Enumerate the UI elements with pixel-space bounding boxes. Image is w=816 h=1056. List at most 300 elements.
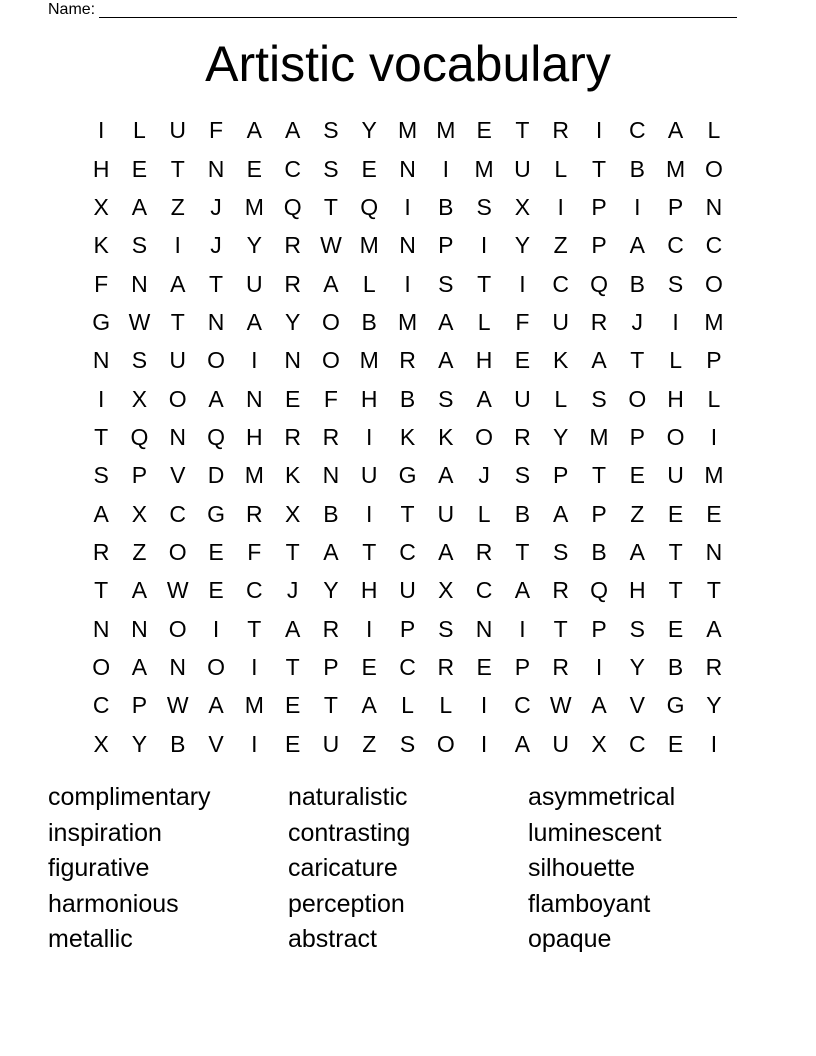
grid-letter: I (672, 308, 679, 335)
grid-letter: H (246, 423, 263, 450)
grid-letter: K (399, 423, 416, 450)
grid-letter: L (439, 692, 453, 719)
grid-letter: U (322, 730, 340, 757)
grid-letter: C (628, 117, 646, 144)
grid-letter: U (360, 462, 378, 489)
grid-letter: R (475, 538, 493, 565)
grid-letter: L (554, 155, 568, 182)
grid-letter: M (359, 347, 379, 374)
grid-letter: P (131, 462, 148, 489)
grid-letter: M (704, 462, 724, 489)
grid-letter: M (397, 117, 418, 144)
grid-letter: Y (284, 308, 301, 335)
grid-letter: B (399, 385, 416, 412)
grid-letter: F (247, 538, 262, 565)
grid-letter: H (92, 155, 110, 182)
grid-letter: T (515, 117, 530, 144)
grid-letter: N (705, 538, 723, 565)
grid-letter: N (322, 462, 340, 489)
grid-letter: R (284, 423, 301, 450)
grid-letter: H (628, 577, 646, 604)
grid-letter: H (360, 577, 378, 604)
grid-letter: J (631, 308, 644, 335)
grid-letter: E (514, 347, 531, 374)
grid-row (82, 226, 733, 264)
grid-letter: I (480, 730, 488, 757)
grid-letter: I (174, 232, 181, 259)
word-list-column (288, 780, 528, 958)
grid-letter: X (284, 500, 301, 527)
grid-letter: N (399, 155, 416, 182)
grid-letter: X (438, 577, 454, 604)
grid-row (82, 418, 733, 456)
grid-letter: L (669, 347, 682, 374)
grid-letter: A (476, 385, 492, 412)
grid-letter: R (552, 653, 570, 680)
grid-letter: W (128, 308, 151, 335)
grid-letter: Q (590, 270, 608, 297)
grid-letter: Q (207, 423, 225, 450)
grid-letter: E (246, 155, 262, 182)
grid-letter: Q (360, 193, 379, 220)
grid-letter: M (244, 692, 264, 719)
grid-letter: F (323, 385, 338, 412)
grid-letter: E (361, 653, 377, 680)
grid-letter: R (92, 538, 110, 565)
grid-row (82, 494, 733, 532)
grid-letter: C (399, 538, 416, 565)
word-list-column (528, 780, 768, 958)
word-list-item: opaque (528, 925, 612, 954)
grid-letter: I (519, 615, 526, 642)
grid-letter: P (323, 653, 339, 680)
grid-letter: Y (553, 423, 569, 450)
grid-letter: X (514, 193, 531, 220)
grid-letter: I (595, 117, 603, 144)
grid-letter: R (284, 270, 301, 297)
grid-letter: T (170, 308, 185, 335)
grid-letter: T (285, 538, 300, 565)
word-list-item: naturalistic (288, 783, 408, 811)
grid-letter: E (476, 653, 492, 680)
grid-letter: X (131, 385, 148, 412)
grid-letter: T (285, 653, 300, 680)
grid-letter: T (630, 347, 645, 374)
grid-letter: S (93, 462, 109, 489)
grid-letter: R (552, 577, 570, 604)
grid-letter: M (359, 232, 379, 259)
grid-letter: A (131, 193, 148, 220)
grid-letter: P (438, 232, 454, 259)
grid-letter: Z (630, 500, 645, 527)
grid-letter: Y (629, 653, 645, 680)
grid-letter: E (208, 577, 224, 604)
grid-letter: Z (170, 193, 185, 220)
grid-letter: S (591, 385, 607, 412)
grid-letter: E (131, 155, 148, 182)
grid-letter: J (286, 577, 299, 604)
word-list-item: contrasting (288, 818, 411, 847)
grid-letter: C (92, 692, 110, 719)
grid-letter: E (706, 500, 722, 527)
grid-letter: R (514, 423, 531, 450)
grid-letter: M (244, 193, 264, 220)
grid-letter: I (212, 615, 220, 642)
grid-letter: O (168, 615, 187, 642)
grid-letter: S (476, 193, 492, 220)
grid-letter: L (477, 500, 491, 527)
grid-row (82, 609, 733, 647)
grid-letter: I (366, 423, 373, 450)
grid-letter: S (553, 538, 569, 565)
grid-letter: S (323, 155, 339, 182)
word-list-item: asymmetrical (528, 783, 676, 811)
grid-row (82, 149, 733, 187)
grid-letter: B (170, 730, 186, 757)
grid-letter: S (131, 232, 148, 259)
word-list-item: harmonious (48, 889, 179, 918)
grid-letter: E (667, 615, 684, 642)
grid-letter: I (634, 193, 641, 220)
grid-letter: N (169, 653, 187, 680)
grid-letter: X (93, 730, 109, 757)
grid-letter: W (166, 692, 189, 719)
grid-letter: W (549, 692, 572, 719)
grid-letter: Q (130, 423, 149, 450)
grid-letter: Y (706, 692, 722, 719)
grid-letter: S (323, 117, 339, 144)
word-search-grid (82, 111, 733, 763)
grid-letter: B (629, 270, 645, 297)
grid-letter: O (704, 270, 723, 297)
grid-letter: E (629, 462, 645, 489)
grid-letter: T (247, 615, 262, 642)
grid-letter: T (515, 538, 530, 565)
grid-letter: N (169, 423, 187, 450)
grid-letter: G (207, 500, 225, 527)
grid-letter: J (210, 193, 222, 220)
grid-letter: I (519, 270, 526, 297)
grid-letter: E (208, 538, 224, 565)
grid-letter: T (209, 270, 224, 297)
grid-letter: R (437, 653, 455, 680)
word-list-column (48, 780, 288, 958)
grid-letter: U (552, 308, 570, 335)
grid-letter: G (398, 462, 417, 489)
grid-letter: V (629, 692, 645, 719)
grid-letter: N (207, 155, 225, 182)
word-list-item: perception (288, 889, 405, 918)
grid-letter: O (168, 538, 187, 565)
grid-letter: X (93, 193, 109, 220)
grid-letter: X (131, 500, 148, 527)
grid-letter: E (284, 692, 301, 719)
grid-letter: T (400, 500, 415, 527)
grid-row (82, 188, 733, 226)
grid-letter: L (133, 117, 146, 144)
grid-letter: A (706, 615, 722, 642)
grid-letter: E (361, 155, 377, 182)
grid-letter: B (629, 155, 645, 182)
grid-letter: N (92, 347, 110, 374)
grid-letter: I (251, 347, 258, 374)
grid-letter: N (131, 615, 148, 642)
grid-row (82, 571, 733, 609)
grid-letter: T (94, 577, 109, 604)
grid-letter: T (668, 577, 683, 604)
grid-letter: I (366, 615, 373, 642)
grid-letter: P (591, 232, 607, 259)
grid-letter: A (246, 308, 262, 335)
grid-letter: S (514, 462, 531, 489)
grid-letter: S (438, 385, 454, 412)
grid-letter: A (246, 117, 262, 144)
grid-letter: U (437, 500, 455, 527)
grid-letter: C (705, 232, 723, 259)
grid-letter: R (705, 653, 723, 680)
grid-letter: T (323, 193, 338, 220)
grid-letter: A (284, 117, 301, 144)
grid-row (82, 686, 733, 724)
grid-letter: U (169, 117, 187, 144)
grid-letter: I (442, 155, 450, 182)
grid-letter: T (553, 615, 568, 642)
grid-letter: A (323, 538, 339, 565)
grid-letter: P (591, 500, 607, 527)
grid-letter: K (93, 232, 109, 259)
grid-letter: O (321, 308, 340, 335)
grid-letter: A (514, 577, 531, 604)
grid-letter: O (207, 653, 225, 680)
grid-letter: P (399, 615, 416, 642)
grid-letter: I (480, 232, 488, 259)
grid-letter: O (207, 347, 225, 374)
grid-letter: N (399, 232, 416, 259)
grid-letter: U (514, 155, 531, 182)
grid-letter: M (436, 117, 456, 144)
grid-letter: T (477, 270, 492, 297)
grid-letter: K (553, 347, 569, 374)
grid-letter: A (208, 692, 224, 719)
word-list-item: figurative (48, 854, 150, 883)
grid-letter: I (557, 193, 564, 220)
grid-letter: S (399, 730, 416, 757)
name-blank-line (99, 3, 737, 18)
grid-letter: P (706, 347, 722, 374)
grid-letter: Y (246, 232, 262, 259)
grid-letter: B (438, 193, 454, 220)
grid-letter: I (97, 385, 105, 412)
grid-letter: J (210, 232, 222, 259)
grid-letter: O (436, 730, 455, 757)
grid-letter: A (667, 117, 684, 144)
grid-row (82, 648, 733, 686)
word-list-item: metallic (48, 925, 133, 954)
grid-letter: I (97, 117, 105, 144)
grid-letter: L (401, 692, 414, 719)
grid-letter: F (515, 308, 530, 335)
grid-letter: I (404, 270, 411, 297)
grid-letter: U (552, 730, 570, 757)
grid-row (82, 379, 733, 417)
grid-letter: A (553, 500, 569, 527)
grid-letter: T (94, 423, 109, 450)
grid-letter: F (94, 270, 109, 297)
grid-letter: A (591, 347, 607, 374)
grid-letter: E (284, 730, 301, 757)
word-list-item: complimentary (48, 783, 211, 811)
grid-letter: K (438, 423, 454, 450)
grid-letter: P (667, 193, 684, 220)
grid-letter: R (322, 615, 340, 642)
grid-letter: B (667, 653, 684, 680)
grid-letter: S (629, 615, 645, 642)
grid-letter: U (399, 577, 416, 604)
grid-letter: L (554, 385, 568, 412)
grid-letter: G (92, 308, 111, 335)
grid-letter: A (284, 615, 301, 642)
grid-letter: T (591, 462, 607, 489)
grid-letter: B (323, 500, 339, 527)
grid-letter: C (514, 692, 531, 719)
grid-letter: A (438, 308, 454, 335)
grid-letter: T (668, 538, 683, 565)
grid-letter: N (246, 385, 263, 412)
grid-letter: O (168, 385, 187, 412)
grid-letter: P (591, 615, 607, 642)
grid-letter: O (628, 385, 647, 412)
grid-letter: M (397, 308, 418, 335)
grid-letter: M (244, 462, 264, 489)
grid-letter: C (628, 730, 646, 757)
grid-letter: A (438, 347, 454, 374)
grid-letter: S (131, 347, 148, 374)
grid-letter: W (320, 232, 342, 259)
grid-letter: Z (132, 538, 147, 565)
grid-letter: R (284, 232, 301, 259)
grid-row (82, 111, 733, 149)
grid-letter: E (667, 500, 684, 527)
grid-letter: A (323, 270, 339, 297)
word-list-item: abstract (288, 925, 377, 954)
grid-letter: I (595, 653, 603, 680)
grid-letter: M (589, 423, 609, 450)
grid-letter: N (207, 308, 225, 335)
grid-letter: U (514, 385, 531, 412)
grid-letter: E (284, 385, 301, 412)
grid-letter: Z (553, 232, 568, 259)
grid-letter: M (474, 155, 494, 182)
grid-letter: A (131, 577, 148, 604)
word-list (48, 780, 768, 958)
grid-letter: R (246, 500, 263, 527)
grid-letter: U (169, 347, 187, 374)
word-list-item: luminescent (528, 818, 662, 847)
grid-letter: C (667, 232, 684, 259)
page-title: Artistic vocabulary (205, 36, 611, 92)
grid-row (82, 533, 733, 571)
grid-letter: B (514, 500, 531, 527)
grid-letter: N (131, 270, 148, 297)
grid-letter: Y (131, 730, 148, 757)
word-list-item: inspiration (48, 818, 162, 847)
grid-letter: Y (323, 577, 339, 604)
grid-letter: A (170, 270, 186, 297)
grid-letter: N (475, 615, 493, 642)
grid-letter: L (362, 270, 376, 297)
grid-letter: R (552, 117, 570, 144)
grid-letter: A (131, 653, 148, 680)
grid-letter: A (438, 538, 454, 565)
grid-letter: Q (590, 577, 608, 604)
grid-letter: S (438, 270, 454, 297)
grid-letter: I (404, 193, 411, 220)
grid-letter: A (93, 500, 109, 527)
grid-letter: C (169, 500, 187, 527)
grid-letter: C (399, 653, 416, 680)
grid-letter: P (131, 692, 148, 719)
grid-letter: I (710, 423, 718, 450)
name-label: Name: (48, 1, 96, 18)
grid-letter: O (92, 653, 111, 680)
grid-letter: A (438, 462, 454, 489)
grid-letter: I (251, 730, 258, 757)
grid-letter: C (246, 577, 263, 604)
grid-letter: X (591, 730, 607, 757)
grid-row (82, 456, 733, 494)
grid-letter: O (475, 423, 494, 450)
grid-letter: A (208, 385, 224, 412)
grid-letter: M (666, 155, 686, 182)
word-list-item: caricature (288, 854, 398, 883)
grid-letter: R (399, 347, 416, 374)
grid-letter: E (476, 117, 492, 144)
grid-letter: J (478, 462, 490, 489)
grid-row (82, 341, 733, 379)
grid-letter: M (704, 308, 724, 335)
grid-letter: A (629, 232, 645, 259)
grid-letter: I (366, 500, 373, 527)
grid-letter: F (209, 117, 224, 144)
grid-letter: P (553, 462, 569, 489)
grid-letter: B (591, 538, 607, 565)
word-list-item: silhouette (528, 854, 636, 883)
grid-letter: I (251, 653, 258, 680)
grid-row (82, 264, 733, 302)
grid-letter: R (322, 423, 340, 450)
grid-letter: O (704, 155, 723, 182)
grid-letter: H (475, 347, 493, 374)
grid-letter: N (284, 347, 301, 374)
grid-letter: O (321, 347, 340, 374)
grid-letter: Q (283, 193, 302, 220)
grid-letter: A (514, 730, 531, 757)
grid-letter: L (707, 117, 721, 144)
grid-letter: I (710, 730, 718, 757)
grid-letter: A (591, 692, 607, 719)
grid-row (82, 725, 733, 763)
grid-letter: C (552, 270, 570, 297)
grid-letter: H (667, 385, 684, 412)
grid-letter: N (92, 615, 110, 642)
grid-letter: Z (362, 730, 377, 757)
grid-row (82, 303, 733, 341)
name-field (48, 0, 737, 18)
grid-letter: N (705, 193, 723, 220)
grid-letter: T (323, 692, 338, 719)
grid-letter: L (707, 385, 721, 412)
grid-letter: T (362, 538, 377, 565)
